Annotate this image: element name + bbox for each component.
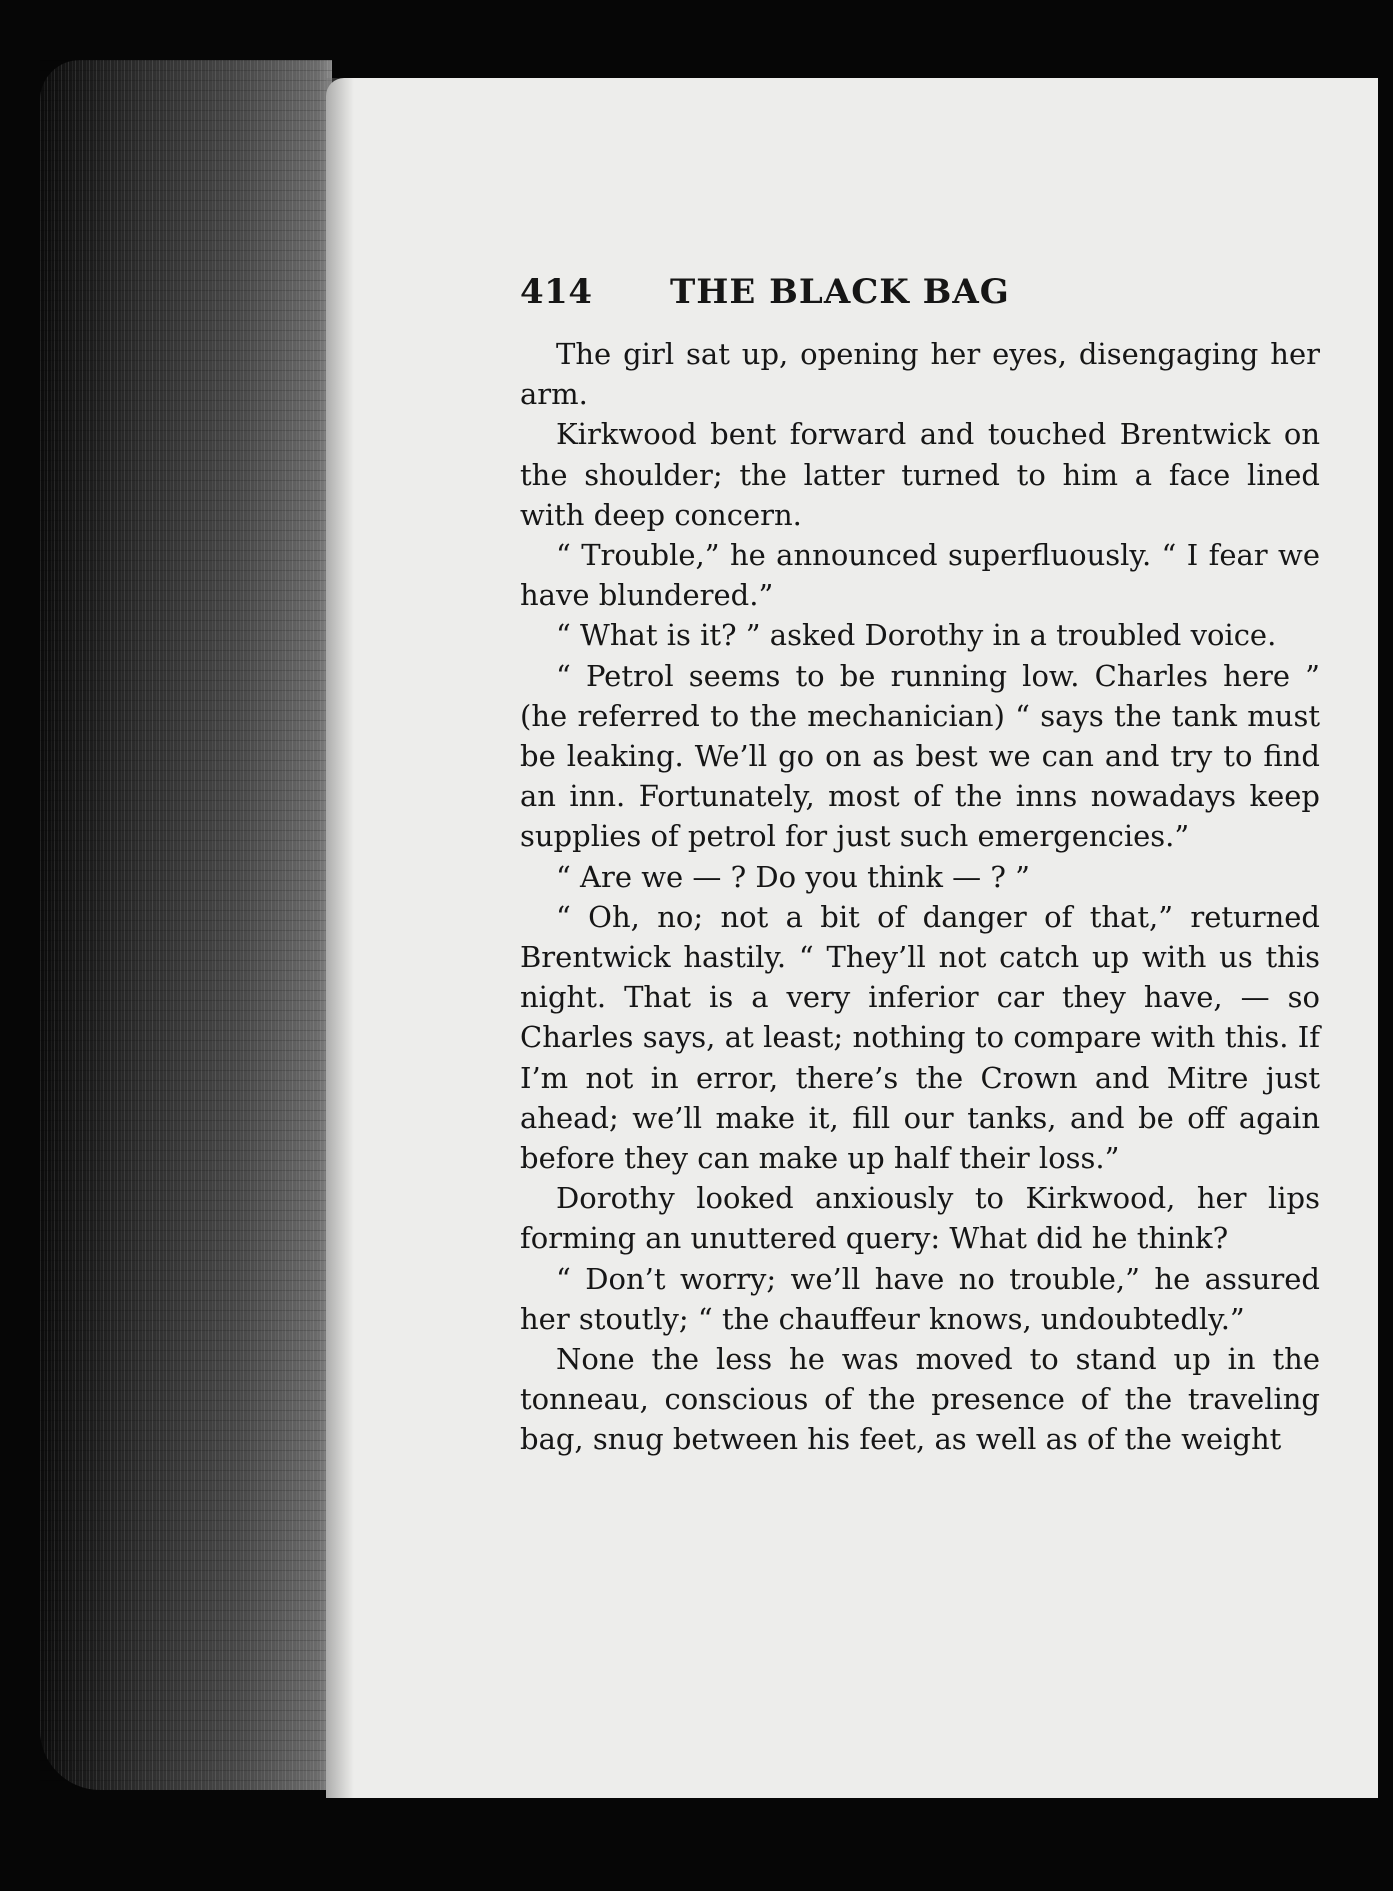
running-title: THE BLACK BAG [670, 272, 1010, 312]
paragraph: Dorothy looked anxiously to Kirkwood, her lips forming an unuttered query: What did he think? [520, 1181, 1320, 1256]
text-block [520, 272, 1320, 1460]
paragraph: “ Petrol seems to be running low. Charles here ” (he referred to the mechanician) “ says the tank must be leaking. We’ll go on as best we can and try to find an inn. Fortunately, most of the inns nowadays keep supplies of petrol for just such emergencies.” [520, 658, 1320, 854]
page-number: 414 [520, 272, 593, 312]
book-page [326, 78, 1378, 1798]
paragraph: “ Don’t worry; we’ll have no trouble,” he assured her stoutly; “ the chauffeur knows, undoubtedly.” [520, 1261, 1320, 1336]
body-text [520, 334, 1320, 1460]
paragraph: “ Oh, no; not a bit of danger of that,” returned Brentwick hastily. “ They’ll not catch up with us this night. That is a very inferior car they have, — so Charles says, at least; nothing to compare with this. If I’m not in error, there’s the Crown and Mitre just ahead; we’ll make it, fill our tanks, and be off again before they can make up half their loss.” [520, 899, 1320, 1176]
paragraph: “ Are we — ? Do you think — ? ” [556, 859, 1030, 894]
paragraph: Kirkwood bent forward and touched Brentwick on the shoulder; the latter turned to him a face lined with deep concern. [520, 417, 1320, 532]
paragraph: “ Trouble,” he announced superfluously. “ I fear we have blundered.” [520, 538, 1320, 613]
running-head [520, 272, 1320, 316]
paragraph: The girl sat up, opening her eyes, disengaging her arm. [520, 337, 1320, 412]
paragraph: “ What is it? ” asked Dorothy in a troubled voice. [556, 618, 1277, 653]
page-edges [40, 60, 332, 1790]
paragraph: None the less he was moved to stand up in the tonneau, conscious of the presence of the traveling bag, snug between his feet, as well as of the weight [520, 1342, 1320, 1457]
